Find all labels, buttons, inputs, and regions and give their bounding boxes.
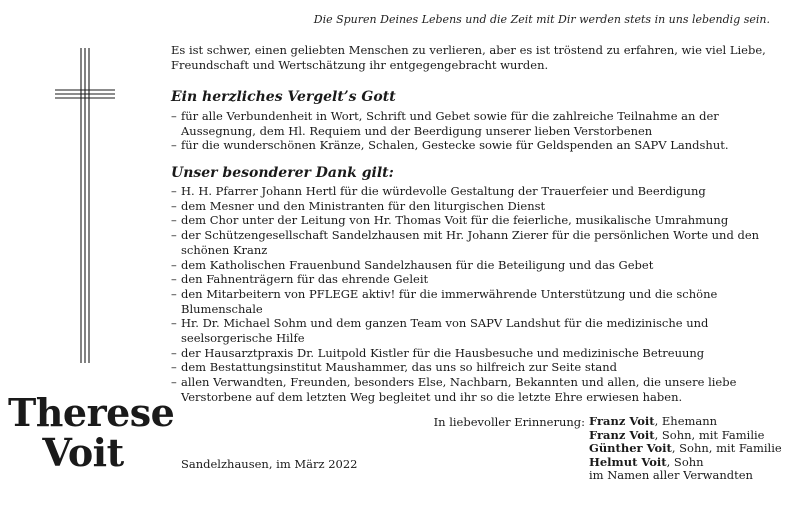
list-item: – dem Bestattungsinstitut Maushammer, das uns so hilfreich zur Seite stand xyxy=(171,360,771,375)
place-date: Sandelzhausen, im März 2022 xyxy=(181,457,358,471)
list-item: – der Schützengesellschaft Sandelzhausen mit Hr. Johann Zierer für die persönlichen Worte und den schönen Kranz xyxy=(171,228,771,257)
list-item: – der Hausarztpraxis Dr. Luitpold Kistler für die Hausbesuche und medizinische Betreuung xyxy=(171,346,771,361)
list-item: – für alle Verbundenheit in Wort, Schrift und Gebet sowie für die zahlreiche Teilnahme an der Aussegnung, dem Hl. Requiem und der Beerdigung unserer lieben Verstorbenen xyxy=(171,109,771,138)
signer-relation: , Sohn, mit Familie xyxy=(671,441,782,455)
signer-name: Franz Voit xyxy=(589,427,655,442)
deceased-last-name: Voit xyxy=(42,430,124,475)
motto: Die Spuren Deines Lebens und die Zeit mit Dir werden stets in uns lebendig sein. xyxy=(313,13,770,26)
list-item: – dem Chor unter der Leitung von Hr. Thomas Voit für die feierliche, musikalische Umrahmung xyxy=(171,213,771,228)
deceased-first-name: Therese xyxy=(8,390,175,435)
list-item: – den Fahnenträgern für das ehrende Geleit xyxy=(171,272,771,287)
list-item: – Hr. Dr. Michael Sohm und dem ganzen Team von SAPV Landshut für die medizinische und seelsorgerische Hilfe xyxy=(171,316,771,345)
thanks-heading: Ein herzliches Vergelt’s Gott xyxy=(171,89,396,105)
list-item: – dem Katholischen Frauenbund Sandelzhausen für die Beteiligung und das Gebet xyxy=(171,258,771,273)
signers-list xyxy=(589,415,782,483)
signer-name: Franz Voit xyxy=(589,414,655,428)
cross-icon xyxy=(55,48,115,363)
signer xyxy=(589,469,782,483)
list-item: – dem Mesner und den Ministranten für den liturgischen Dienst xyxy=(171,199,771,214)
list-item: – den Mitarbeitern von PFLEGE aktiv! für die immerwährende Unterstützung und die schöne Blumenschale xyxy=(171,287,771,316)
signer xyxy=(589,415,782,429)
list-item: – für die wunderschönen Kränze, Schalen, Gestecke sowie für Geldspenden an SAPV Landshut. xyxy=(171,138,771,153)
signer xyxy=(589,429,782,443)
special-thanks-list xyxy=(171,184,771,405)
signer-name: Günther Voit xyxy=(589,441,672,455)
signer xyxy=(589,442,782,456)
signer xyxy=(589,456,782,470)
intro-text: Es ist schwer, einen geliebten Menschen zu verlieren, aber es ist tröstend zu erfahren, wie viel Liebe, Freundschaft und Wertschätzung ihr entgegengebracht wurden. xyxy=(171,43,766,72)
thanks-list xyxy=(171,109,771,153)
signer-relation: im Namen aller Verwandten xyxy=(589,468,753,482)
signer-relation: , Sohn, mit Familie xyxy=(654,427,765,442)
memory-label: In liebevoller Erinnerung: xyxy=(433,415,585,429)
special-thanks-heading: Unser besonderer Dank gilt: xyxy=(171,165,394,181)
list-item: – H. H. Pfarrer Johann Hertl für die würdevolle Gestaltung der Trauerfeier und Beerdigung xyxy=(171,184,771,199)
signer-name: Helmut Voit xyxy=(589,454,667,469)
list-item: – allen Verwandten, Freunden, besonders Else, Nachbarn, Bekannten und allen, die unsere liebe Verstorbene auf dem letzten Weg begleitet und ihr so die letzte Ehre erwiesen haben. xyxy=(171,375,771,404)
signer-relation: , Ehemann xyxy=(654,414,718,428)
signer-relation: , Sohn xyxy=(666,454,704,469)
